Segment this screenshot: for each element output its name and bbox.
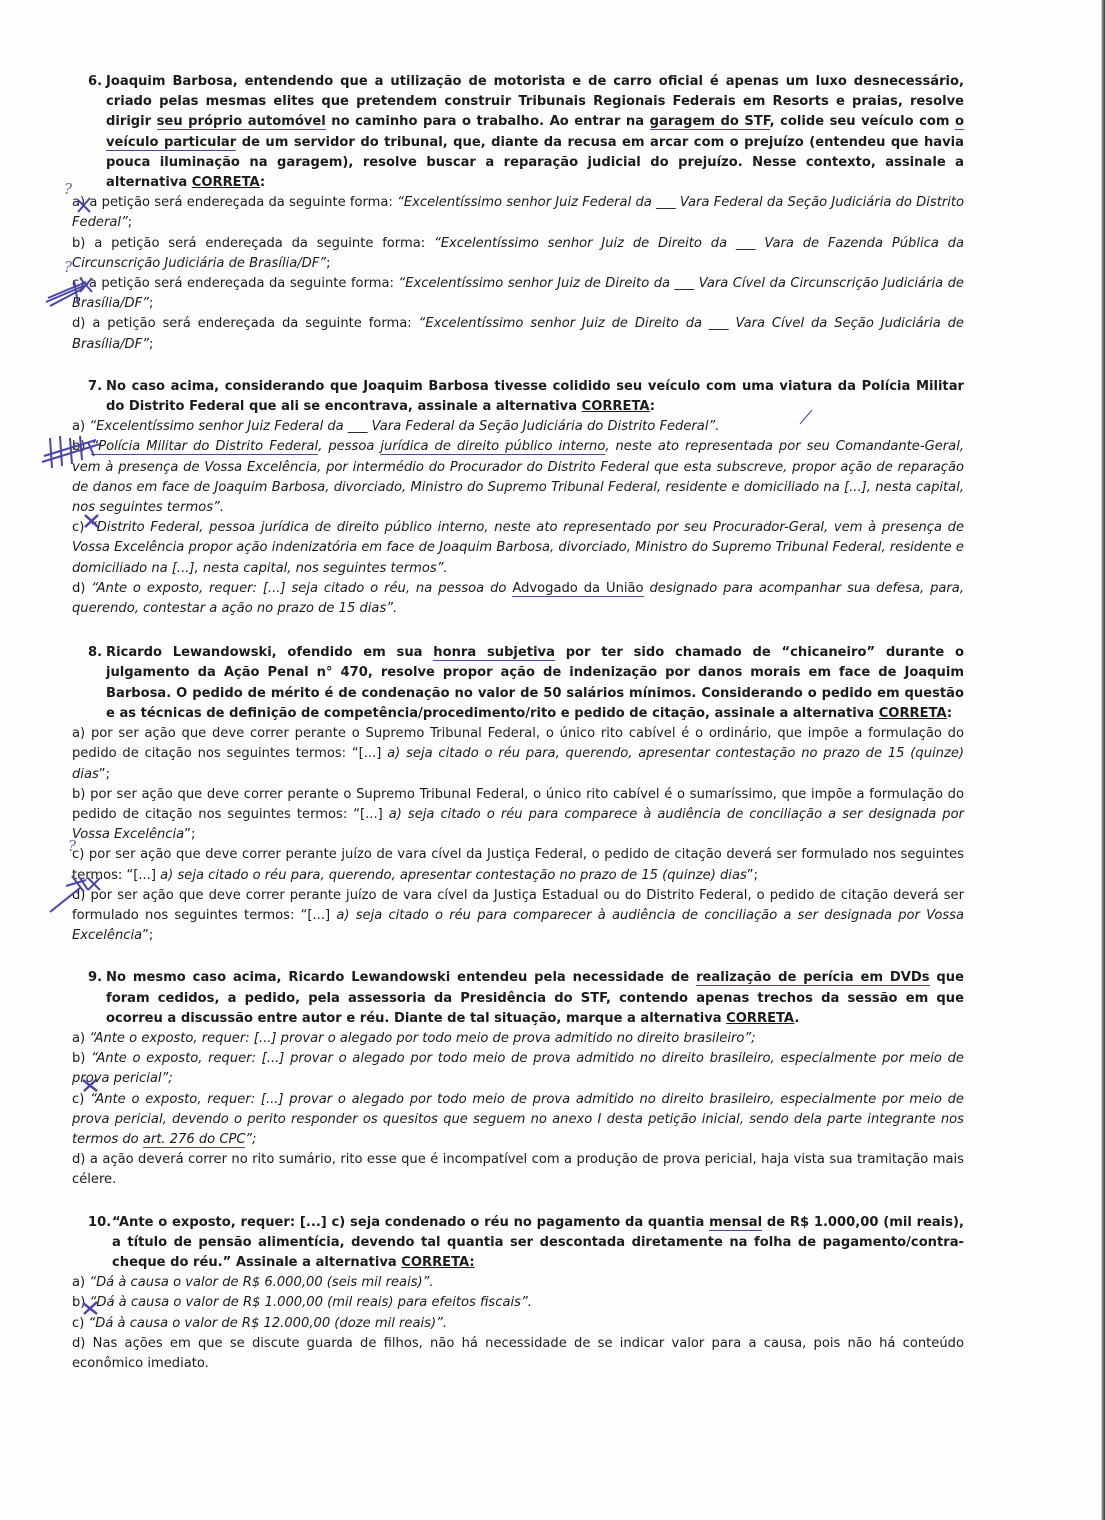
- stem-text: :: [946, 705, 953, 721]
- option-letter: b): [72, 1051, 86, 1067]
- option-letter: d): [72, 1335, 86, 1351]
- stem-text: de um servidor do tribunal, que, diante da recusa em arcar com o prejuízo (entendeu que havia pouca iluminação na garagem), resolve buscar a reparação judicial do prejuízo. Nesse contexto, assinale a alternativa: [106, 134, 964, 191]
- option-letter: c): [72, 276, 85, 292]
- option-text: por ser ação que deve correr perante juízo de vara cível da Justiça Estadual ou do Distrito Federal, o pedido de citação deverá ser formulado nos seguintes termos: “[...]: [72, 887, 964, 923]
- option-b[interactable]: [72, 234, 964, 274]
- option-text: ;: [148, 336, 154, 352]
- question-7: [72, 377, 965, 619]
- question-8: [72, 643, 965, 946]
- stem-text: :: [259, 175, 266, 191]
- option-quote: a) seja citado o réu para, querendo, apresentar contestação no prazo de 15 (quinze) dias: [72, 746, 964, 782]
- question-number: 7.: [88, 378, 103, 394]
- stem-text: no caminho para o trabalho. Ao entrar na: [325, 114, 650, 130]
- correta-label: CORRETA:: [401, 1254, 475, 1270]
- svg-text:?: ?: [68, 837, 77, 855]
- option-letter: b): [72, 235, 86, 251]
- option-text: ;: [326, 255, 331, 271]
- stem-text: .: [794, 1010, 800, 1026]
- option-quote: “Distrito Federal, pessoa jurídica de direito público interno, neste ato representado por seu Procurador-Geral, vem à presença de Vossa Excelência propor ação indenizatória em face de Joaquim Barbosa, divorciado, Ministro do Supremo Tribunal Federal, residente e domiciliado na [...], nesta capital, nos seguintes termos”.: [72, 520, 965, 576]
- option-quote: “Ante o exposto, requer: [...] provar o alegado por todo meio de prova admitido no direito brasileiro, especialmente por meio de prova pericial, devendo o perito responder os quesitos que seguem no anexo I desta petição inicial, sendo dela parte integrante nos termos do: [72, 1091, 964, 1147]
- option-text: ”;: [184, 827, 196, 843]
- option-text: por ser ação que deve correr perante o Supremo Tribunal Federal, o único rito cabível é o sumaríssimo, que impõe a formulação do pedido de citação nos seguintes termos: “[...]: [72, 786, 964, 822]
- option-letter: a): [72, 1275, 86, 1291]
- option-b[interactable]: [72, 785, 964, 846]
- option-text: por ser ação que deve correr perante juízo de vara cível da Justiça Federal, o pedido de citação deverá ser formulado nos seguintes termos: “[...]: [72, 847, 964, 883]
- option-b[interactable]: [72, 1293, 964, 1313]
- pen-underline: jurídica de direito público interno: [380, 439, 606, 455]
- option-quote: a) seja citado o réu para, querendo, apresentar contestação no prazo de 15 (quinze) dias: [160, 867, 747, 883]
- stem-text: por ter sido chamado de “chicaneiro” durante o julgamento da Ação Penal n° 470, resolve propor ação de indenização por danos morais em face de Joaquim Barbosa. O pedido de mérito é de condenação no valor de 50 salários mínimos. Considerando o pedido em questão e as técnicas de definição de competência/procedimento/rito e pedido de citação, assinale a alternativa: [106, 645, 965, 721]
- option-letter: b): [72, 439, 86, 455]
- option-text: ;: [127, 215, 133, 231]
- option-letter: c): [72, 1315, 85, 1331]
- option-a[interactable]: [72, 1029, 964, 1049]
- option-quote: ”;: [245, 1131, 257, 1147]
- option-c[interactable]: [72, 1090, 964, 1151]
- stem-text: de R$ 1.000,00 (mil reais), a título de pensão alimentícia, devendo tal quantia ser descontada diretamente na folha de pagamento/contra-cheque do réu.” Assinale a alternativa: [112, 1214, 964, 1270]
- option-c[interactable]: [72, 845, 964, 885]
- option-quote: “Dá à causa o valor de R$ 12.000,00 (doze mil reais)”.: [88, 1315, 448, 1331]
- stem-text: “Ante o exposto, requer: [...] c) seja condenado o réu no pagamento da quantia: [112, 1214, 710, 1230]
- option-letter: d): [72, 580, 86, 596]
- option-text: ”;: [746, 867, 758, 883]
- option-a[interactable]: [72, 1273, 964, 1293]
- option-quote: , neste ato representada por seu Comandante-Geral, vem à presença de Vossa Excelência, por intermédio do Procurador do Distrito Federal que esta subscreve, propor ação de reparação de danos em face de Joaquim Barbosa, divorciado, Ministro do Supremo Tribunal Federal, residente e domiciliado na [...], nesta capital, nos seguintes termos”.: [72, 439, 964, 516]
- option-text: a ação deverá correr no rito sumário, rito esse que é incompatível com a produção de prova pericial, haja vista sua tramitação mais célere.: [72, 1152, 964, 1188]
- option-text: a petição será endereçada da seguinte forma:: [94, 235, 434, 251]
- option-c[interactable]: [72, 274, 964, 314]
- correta-label: CORRETA: [581, 399, 650, 415]
- option-c[interactable]: [72, 518, 964, 579]
- option-d[interactable]: [72, 1150, 964, 1190]
- option-quote: “Ante o exposto, requer: [...] seja citado o réu, na pessoa do: [91, 580, 513, 596]
- option-quote: “Dá à causa o valor de R$ 6.000,00 (seis mil reais)”.: [89, 1275, 434, 1291]
- pen-underline: mensal: [709, 1214, 763, 1230]
- stem-text: Ricardo Lewandowski, ofendido em sua: [106, 645, 434, 661]
- option-text: ;: [148, 296, 154, 312]
- option-text: a petição será endereçada da seguinte forma:: [92, 316, 419, 332]
- option-quote: “Excelentíssimo senhor Juiz de Direito da ___ Vara de Fazenda Pública da Circunscrição Judiciária de Brasília/DF”: [72, 235, 964, 271]
- option-text: por ser ação que deve correr perante o Supremo Tribunal Federal, o único rito cabível é o ordinário, que impõe a formulação do pedido de citação nos seguintes termos: “[...]: [72, 726, 964, 762]
- stem-text: , colide seu veículo com: [769, 114, 956, 130]
- pen-underline: o veículo particular: [106, 114, 965, 150]
- option-letter: b): [72, 786, 86, 802]
- option-letter: d): [72, 887, 86, 903]
- correta-label: CORRETA: [878, 705, 947, 721]
- option-b[interactable]: [72, 1049, 964, 1089]
- option-b[interactable]: [72, 437, 964, 518]
- question-stem: [88, 1213, 964, 1274]
- question-mark-icon: ?: [64, 180, 73, 198]
- option-a[interactable]: [72, 724, 964, 785]
- option-d[interactable]: [72, 579, 964, 619]
- option-letter: a): [72, 1030, 86, 1046]
- pen-underline: honra subjetiva: [433, 645, 555, 661]
- option-text: Nas ações em que se discute guarda de filhos, não há necessidade de se indicar valor para a causa, pois não há conteúdo econômico imediato.: [72, 1335, 964, 1371]
- pen-underline: garagem do STF: [649, 114, 770, 130]
- question-stem: [88, 643, 964, 724]
- stem-text: No mesmo caso acima, Ricardo Lewandowski entendeu pela necessidade de: [106, 970, 697, 986]
- stem-text: :: [649, 399, 656, 415]
- option-quote: “Excelentíssimo senhor Juiz de Direito da ___ Vara Cível da Seção Judiciária de Brasília/DF”: [72, 316, 964, 352]
- question-stem: [88, 968, 964, 1029]
- option-letter: b): [72, 1295, 86, 1311]
- pen-underline: “Polícia Militar do Distrito Federal: [91, 439, 319, 455]
- option-text: ”;: [142, 928, 154, 944]
- option-text: ”;: [98, 766, 110, 782]
- question-number: 6.: [88, 74, 103, 89]
- pen-underline: realização de perícia em DVDs: [696, 970, 930, 986]
- question-mark-icon: ?: [64, 258, 73, 276]
- option-quote: “Ante o exposto, requer: [...] provar o alegado por todo meio de prova admitido no direito brasileiro, especialmente por meio de prova pericial”;: [72, 1051, 964, 1087]
- option-quote: a) seja citado o réu para comparecer à audiência de conciliação a ser designada por Vossa Excelência: [72, 907, 964, 944]
- question-stem: [88, 72, 964, 193]
- option-quote: , pessoa: [318, 439, 381, 455]
- option-quote: “Excelentíssimo senhor Juiz Federal da ___ Vara Federal da Seção Judiciária do Distrito Federal”.: [89, 419, 720, 435]
- question-number: 8.: [88, 645, 103, 661]
- option-c[interactable]: [72, 1314, 964, 1334]
- question-stem: [88, 377, 964, 417]
- option-a[interactable]: [72, 417, 964, 437]
- option-quote: “Excelentíssimo senhor Juiz Federal da ___ Vara Federal da Seção Judiciária do Distrito Federal”: [72, 195, 965, 231]
- option-letter: a): [72, 726, 86, 742]
- option-quote: a) seja citado o réu para comparece à audiência de conciliação a ser designada por Vossa Excelência: [72, 806, 964, 843]
- option-letter: a): [72, 195, 86, 211]
- option-letter: c): [72, 1091, 85, 1107]
- option-quote: “Dá à causa o valor de R$ 1.000,00 (mil reais) para efeitos fiscais”.: [89, 1295, 532, 1311]
- option-letter: d): [72, 316, 86, 332]
- option-text: a petição será endereçada da seguinte forma:: [89, 195, 398, 211]
- option-letter: d): [72, 1152, 86, 1168]
- option-d[interactable]: [72, 1334, 964, 1374]
- question-number: 10.: [88, 1214, 112, 1230]
- pen-underline: Advogado da União: [512, 580, 644, 596]
- correta-label: CORRETA: [726, 1010, 795, 1026]
- option-d[interactable]: [72, 886, 964, 947]
- question-6: [72, 72, 965, 355]
- option-letter: c): [72, 847, 85, 863]
- option-a[interactable]: [72, 193, 964, 233]
- stem-text: Joaquim Barbosa, entendendo que a utilização de motorista e de carro oficial é apenas um luxo desnecessário, criado pelas mesmas elites que pretendem construir Tribunais Regionais Federais em Resorts e praias, resolve dirigir: [106, 74, 964, 130]
- exam-page: [72, 72, 965, 1394]
- pen-underline: seu próprio automóvel: [156, 114, 326, 130]
- stem-text: No caso acima, considerando que Joaquim Barbosa tivesse colidido seu veículo com uma viatura da Polícia Militar do Distrito Federal que ali se encontrava, assinale a alternativa: [106, 378, 964, 415]
- pen-underline: art. 276 do CPC: [142, 1131, 246, 1147]
- option-quote: “Excelentíssimo senhor Juiz de Direito da ___ Vara Cível da Circunscrição Judiciária de Brasília/DF”: [72, 276, 964, 312]
- option-quote: “Ante o exposto, requer: [...] provar o alegado por todo meio de prova admitido no direito brasileiro”;: [89, 1030, 756, 1046]
- option-letter: c): [72, 520, 85, 536]
- question-number: 9.: [88, 970, 103, 986]
- correta-label: CORRETA: [191, 175, 260, 191]
- option-quote: designado para acompanhar sua defesa, para, querendo, contestar a ação no prazo de 15 dias”.: [72, 580, 964, 617]
- option-text: a petição será endereçada da seguinte forma:: [88, 276, 399, 292]
- question-10: [72, 1213, 964, 1375]
- stem-text: que foram cedidos, a pedido, pela assessoria da Presidência do STF, contendo apenas trechos da sessão em que ocorreu a discussão entre autor e réu. Diante de tal situação, marque a alternativa: [106, 970, 964, 1026]
- question-9: [72, 968, 964, 1190]
- option-d[interactable]: [72, 314, 964, 354]
- option-letter: a): [72, 419, 86, 435]
